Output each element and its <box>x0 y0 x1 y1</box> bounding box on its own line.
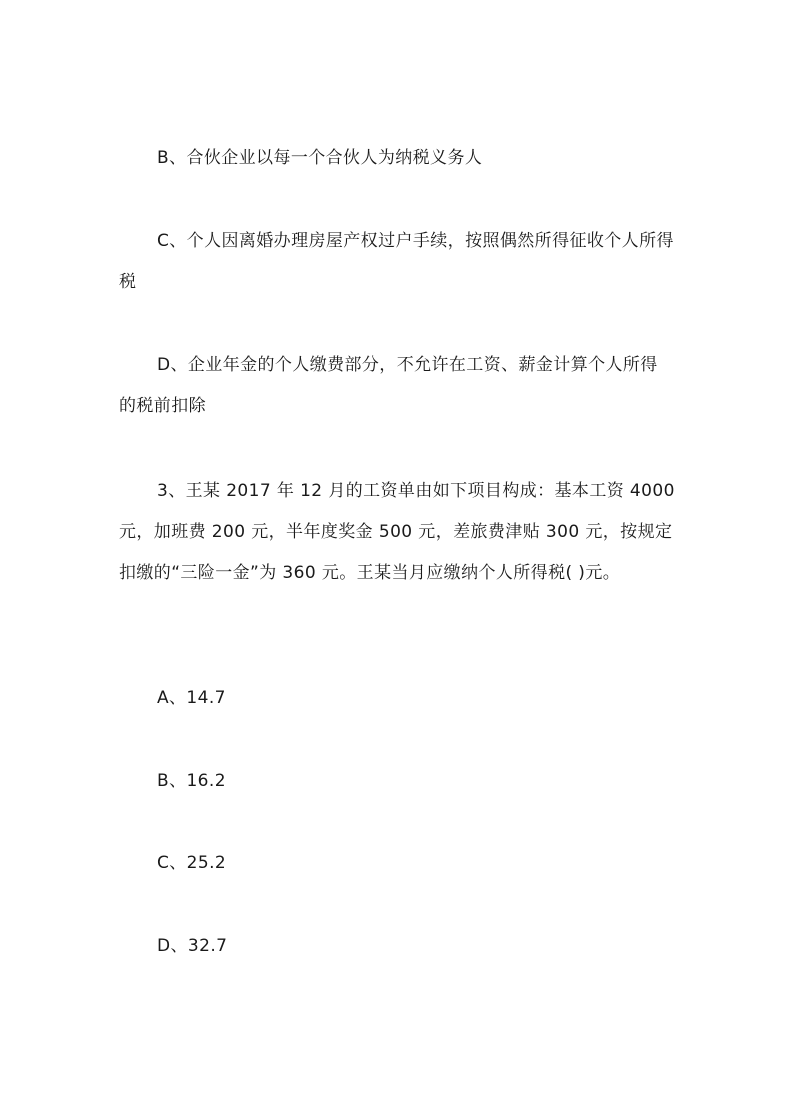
q2-option-c: C、个人因离婚办理房屋产权过户手续，按照偶然所得征收个人所得税 <box>119 231 674 292</box>
q3-option-b: B、16.2 <box>157 771 226 791</box>
q3-question: 3、王某 2017 年 12 月的工资单由如下项目构成：基本工资 4000 元，加班费 200 元，半年度奖金 500 元，差旅费津贴 300 元，按规定扣缴的“三险一金”为 360 元。王某当月应缴纳个人所得税( )元。 <box>119 481 675 583</box>
q3-option-c: C、25.2 <box>157 853 227 873</box>
q2-option-d: D、企业年金的个人缴费部分，不允许在工资、薪金计算个人所得的税前扣除 <box>119 355 658 416</box>
q2-option-b: B、合伙企业以每一个合伙人为纳税义务人 <box>157 148 483 168</box>
q3-option-d: D、32.7 <box>157 936 228 956</box>
q3-option-a: A、14.7 <box>157 688 226 708</box>
